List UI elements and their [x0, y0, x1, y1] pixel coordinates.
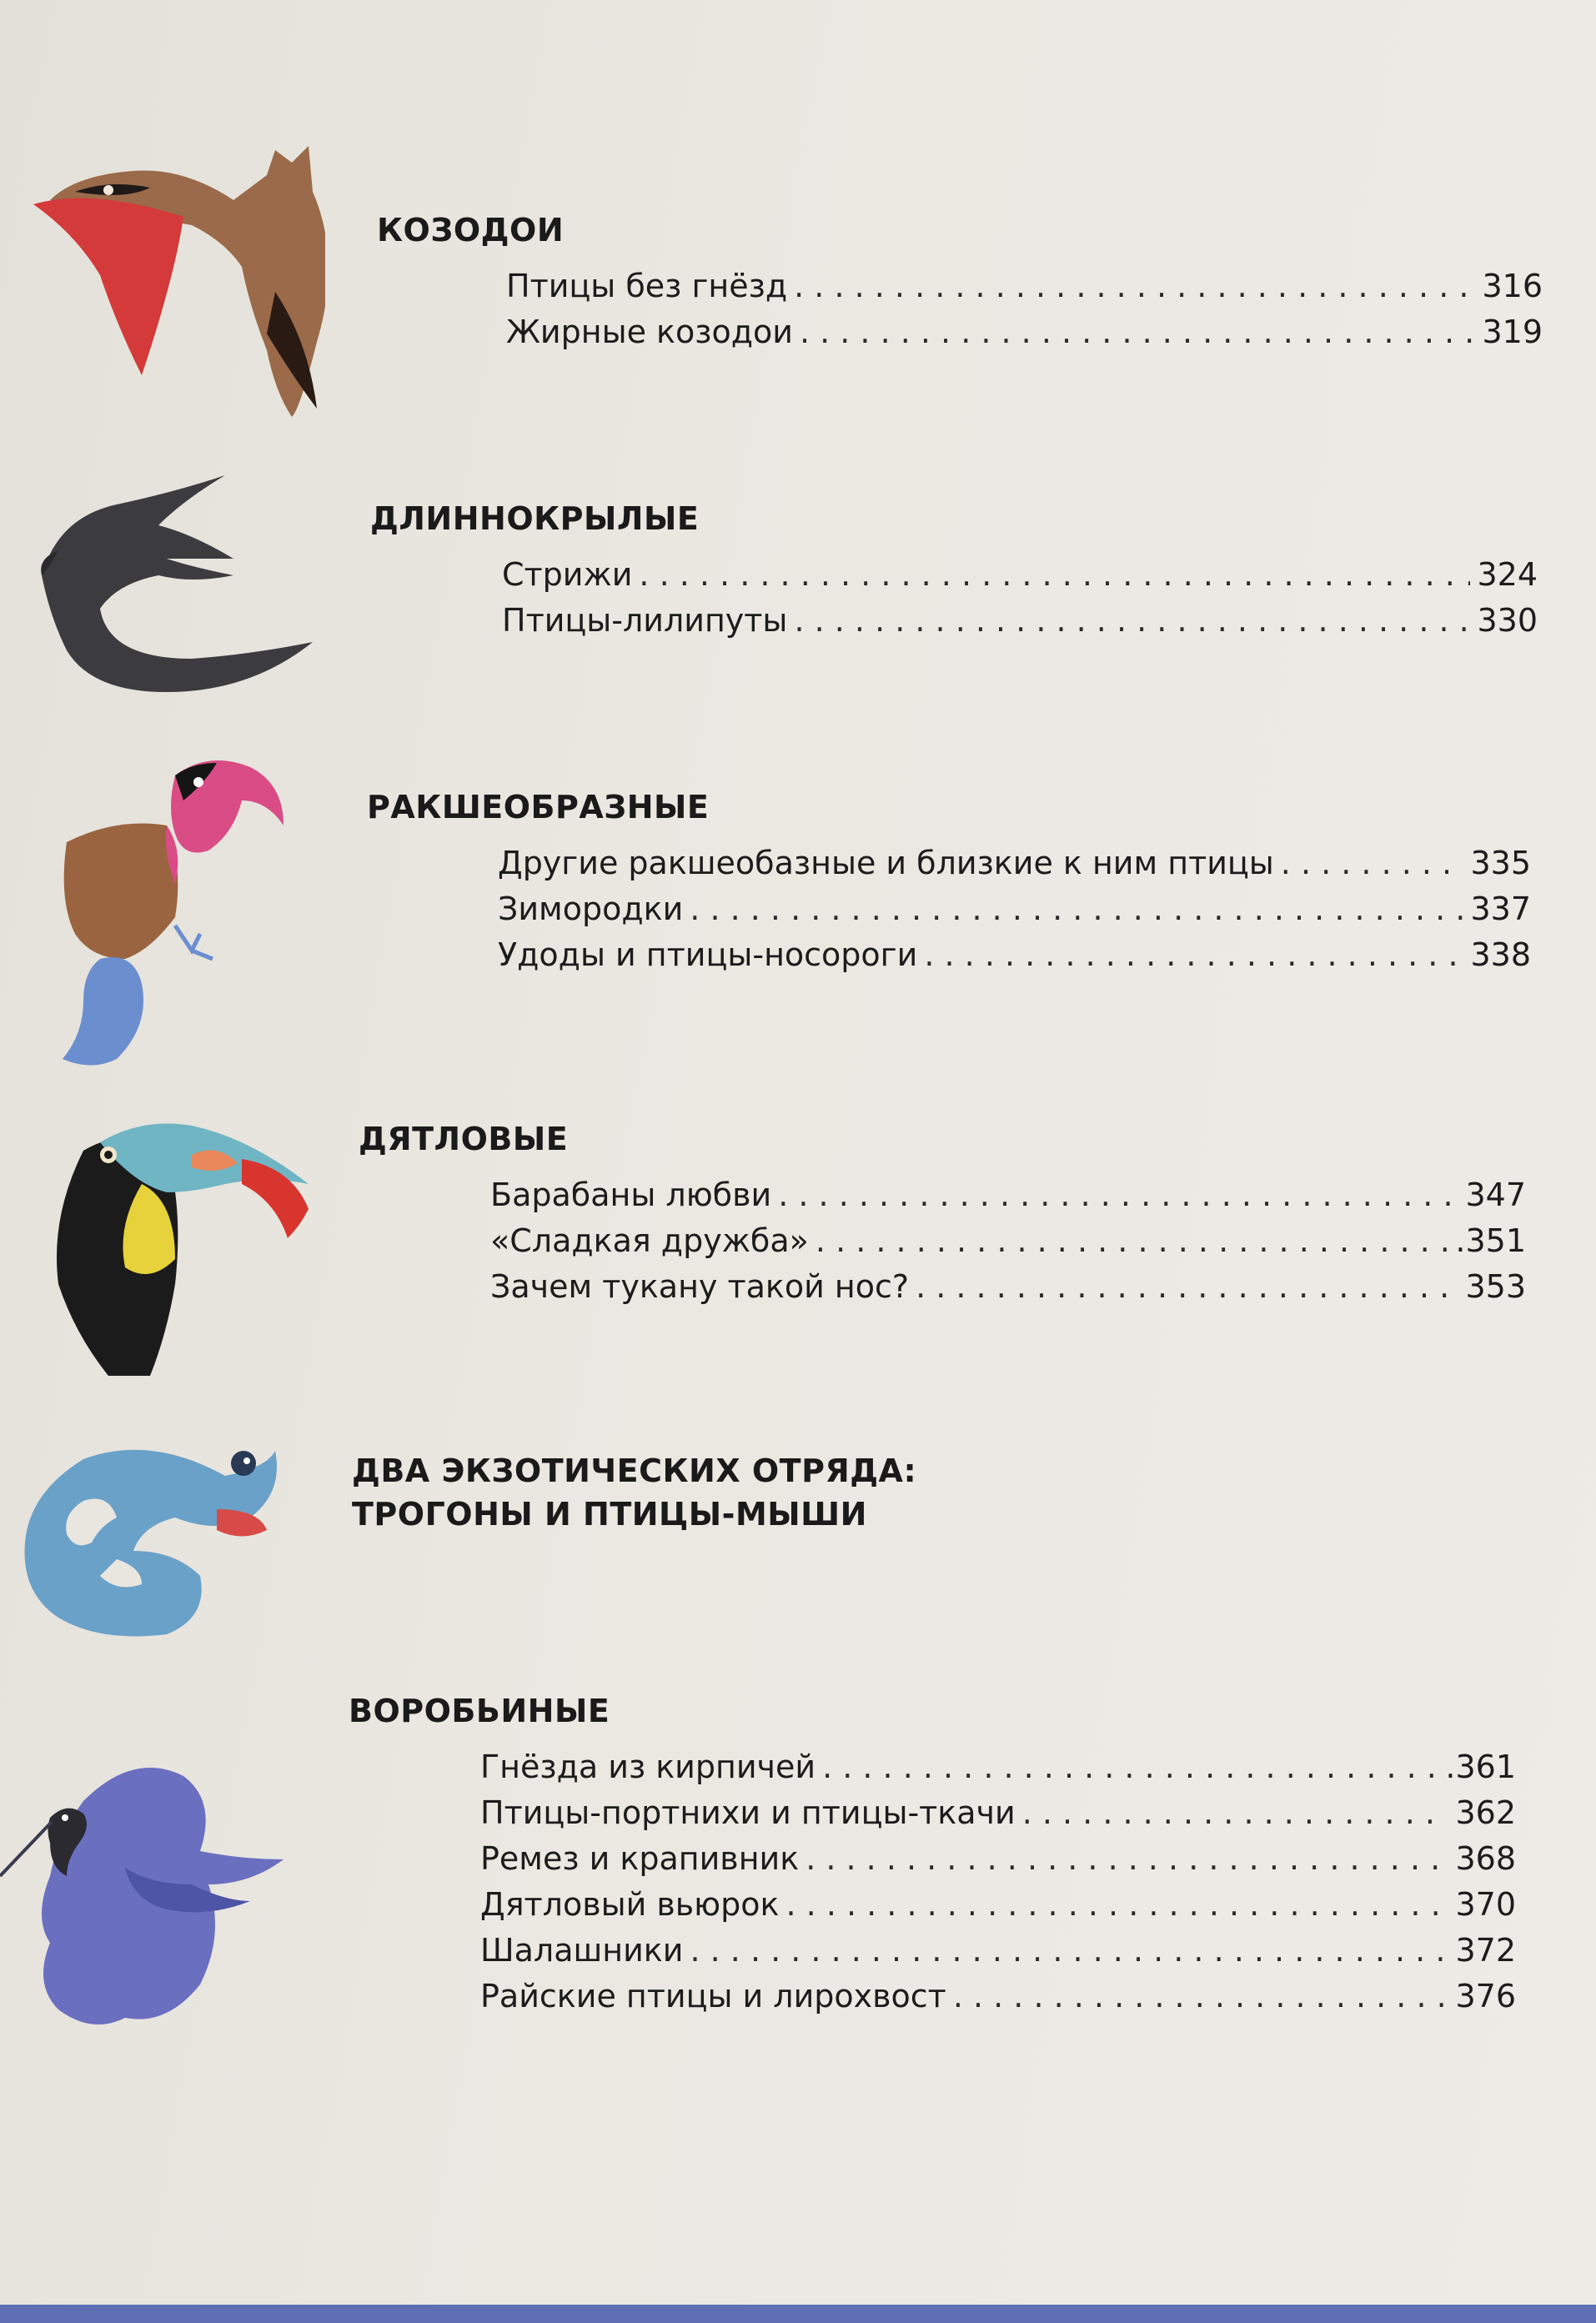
entry-title: Другие ракшеобазные и близкие к ним птицы: [498, 845, 1274, 881]
entry-page: .351: [1455, 1222, 1526, 1259]
section-heading: ВОРОБЬИНЫЕ: [349, 1693, 610, 1729]
entry-page: 330: [1477, 602, 1538, 639]
entry-page: 372: [1455, 1932, 1516, 1969]
leader-dots: [924, 932, 1463, 978]
entry-page: 376: [1455, 1978, 1516, 2014]
section-heading: КОЗОДОИ: [377, 212, 565, 248]
entry-page: 335: [1470, 845, 1531, 881]
entry-title: Птицы-портнихи и птицы-ткачи: [480, 1794, 1016, 1831]
entry-page: 324: [1477, 556, 1538, 593]
entry-page: 370: [1455, 1886, 1516, 1923]
swift-illustration-icon: [25, 467, 317, 700]
leader-dots: [690, 1928, 1448, 1974]
entry-title: Зачем тукану такой нос?: [490, 1268, 910, 1305]
entry-page: 337: [1470, 891, 1531, 927]
toc-entry[interactable]: [490, 1218, 1526, 1264]
toc-entry[interactable]: [506, 263, 1543, 309]
entry-page: 316: [1482, 268, 1543, 304]
entry-title: Райские птицы и лирохвост: [480, 1978, 946, 2014]
nightjar-illustration-icon: [25, 142, 325, 425]
section-trogony: [352, 1449, 1519, 1536]
toc-entry[interactable]: [480, 1928, 1516, 1974]
entry-page: 368: [1455, 1840, 1516, 1877]
leader-dots: [639, 552, 1470, 598]
toc-entry[interactable]: [480, 1974, 1516, 2019]
entry-page: 347: [1465, 1177, 1526, 1213]
section-kozodoi: [377, 208, 1543, 355]
entry-title: Удоды и птицы-носороги: [498, 936, 918, 973]
entry-title: «Сладкая дружба»: [490, 1222, 809, 1259]
section-dlinnokrylye: [370, 497, 1538, 644]
entry-title: Шалашники: [480, 1932, 684, 1969]
entry-title: Барабаны любви: [490, 1177, 772, 1213]
entry-title: Ремез и крапивник: [480, 1840, 800, 1877]
entry-title: Гнёзда из кирпичей: [480, 1749, 816, 1785]
leader-dots: [794, 598, 1470, 644]
section-heading: ДВА ЭКЗОТИЧЕСКИХ ОТРЯДА: ТРОГОНЫ И ПТИЦЫ-МЫШИ: [352, 1453, 917, 1533]
toc-entry[interactable]: [480, 1882, 1516, 1928]
toc-entry[interactable]: [498, 932, 1531, 978]
leader-dots: [800, 309, 1476, 355]
toc-entry[interactable]: [490, 1172, 1526, 1218]
entry-title: Стрижи: [502, 556, 633, 593]
toc-entry[interactable]: [498, 886, 1531, 932]
toc-entry[interactable]: [490, 1264, 1526, 1310]
toc-entry[interactable]: [480, 1790, 1516, 1836]
toc-entry[interactable]: [480, 1836, 1516, 1882]
section-vorobinye: [349, 1689, 1516, 2019]
entry-title: Птицы без гнёзд: [506, 268, 788, 304]
leader-dots: [822, 1744, 1438, 1790]
toc-entry[interactable]: [502, 552, 1538, 598]
trogon-illustration-icon: [17, 1426, 292, 1643]
entry-page: 353: [1465, 1268, 1526, 1305]
hornbill-illustration-icon: [50, 750, 300, 1076]
section-raksheobraznye: [367, 785, 1531, 978]
entry-title: Птицы-лилипуты: [502, 602, 788, 639]
toucan-illustration-icon: [50, 1117, 317, 1384]
section-heading: РАКШЕОБРАЗНЫЕ: [367, 789, 710, 825]
leader-dots: [916, 1264, 1458, 1310]
section-heading: ДЛИННОКРЫЛЫЕ: [370, 500, 700, 537]
toc-entry[interactable]: [480, 1744, 1516, 1790]
leader-dots: [1022, 1790, 1449, 1836]
leader-dots: [1281, 840, 1464, 886]
leader-dots: [816, 1218, 1448, 1264]
entry-page: 319: [1482, 314, 1543, 350]
entry-title: Жирные козодои: [506, 314, 793, 350]
toc-entry[interactable]: [502, 598, 1538, 644]
entry-page: 338: [1470, 936, 1531, 973]
leader-dots: [786, 1882, 1449, 1928]
entry-title: Дятловый вьюрок: [480, 1886, 780, 1923]
entry-page: 362: [1455, 1794, 1516, 1831]
page-bottom-strip: [0, 2305, 1596, 2323]
passerine-illustration-icon: [0, 1734, 292, 2035]
section-dyatlovye: [359, 1117, 1526, 1310]
entry-title: Зимородки: [498, 891, 684, 927]
leader-dots: [806, 1836, 1448, 1882]
leader-dots: [953, 1974, 1449, 2019]
toc-entry[interactable]: [506, 309, 1543, 355]
section-heading: ДЯТЛОВЫЕ: [359, 1121, 569, 1157]
leader-dots: [794, 263, 1475, 309]
entry-page: .361: [1445, 1749, 1516, 1785]
toc-entry[interactable]: [498, 840, 1531, 886]
leader-dots: [778, 1172, 1458, 1218]
leader-dots: [690, 886, 1463, 932]
